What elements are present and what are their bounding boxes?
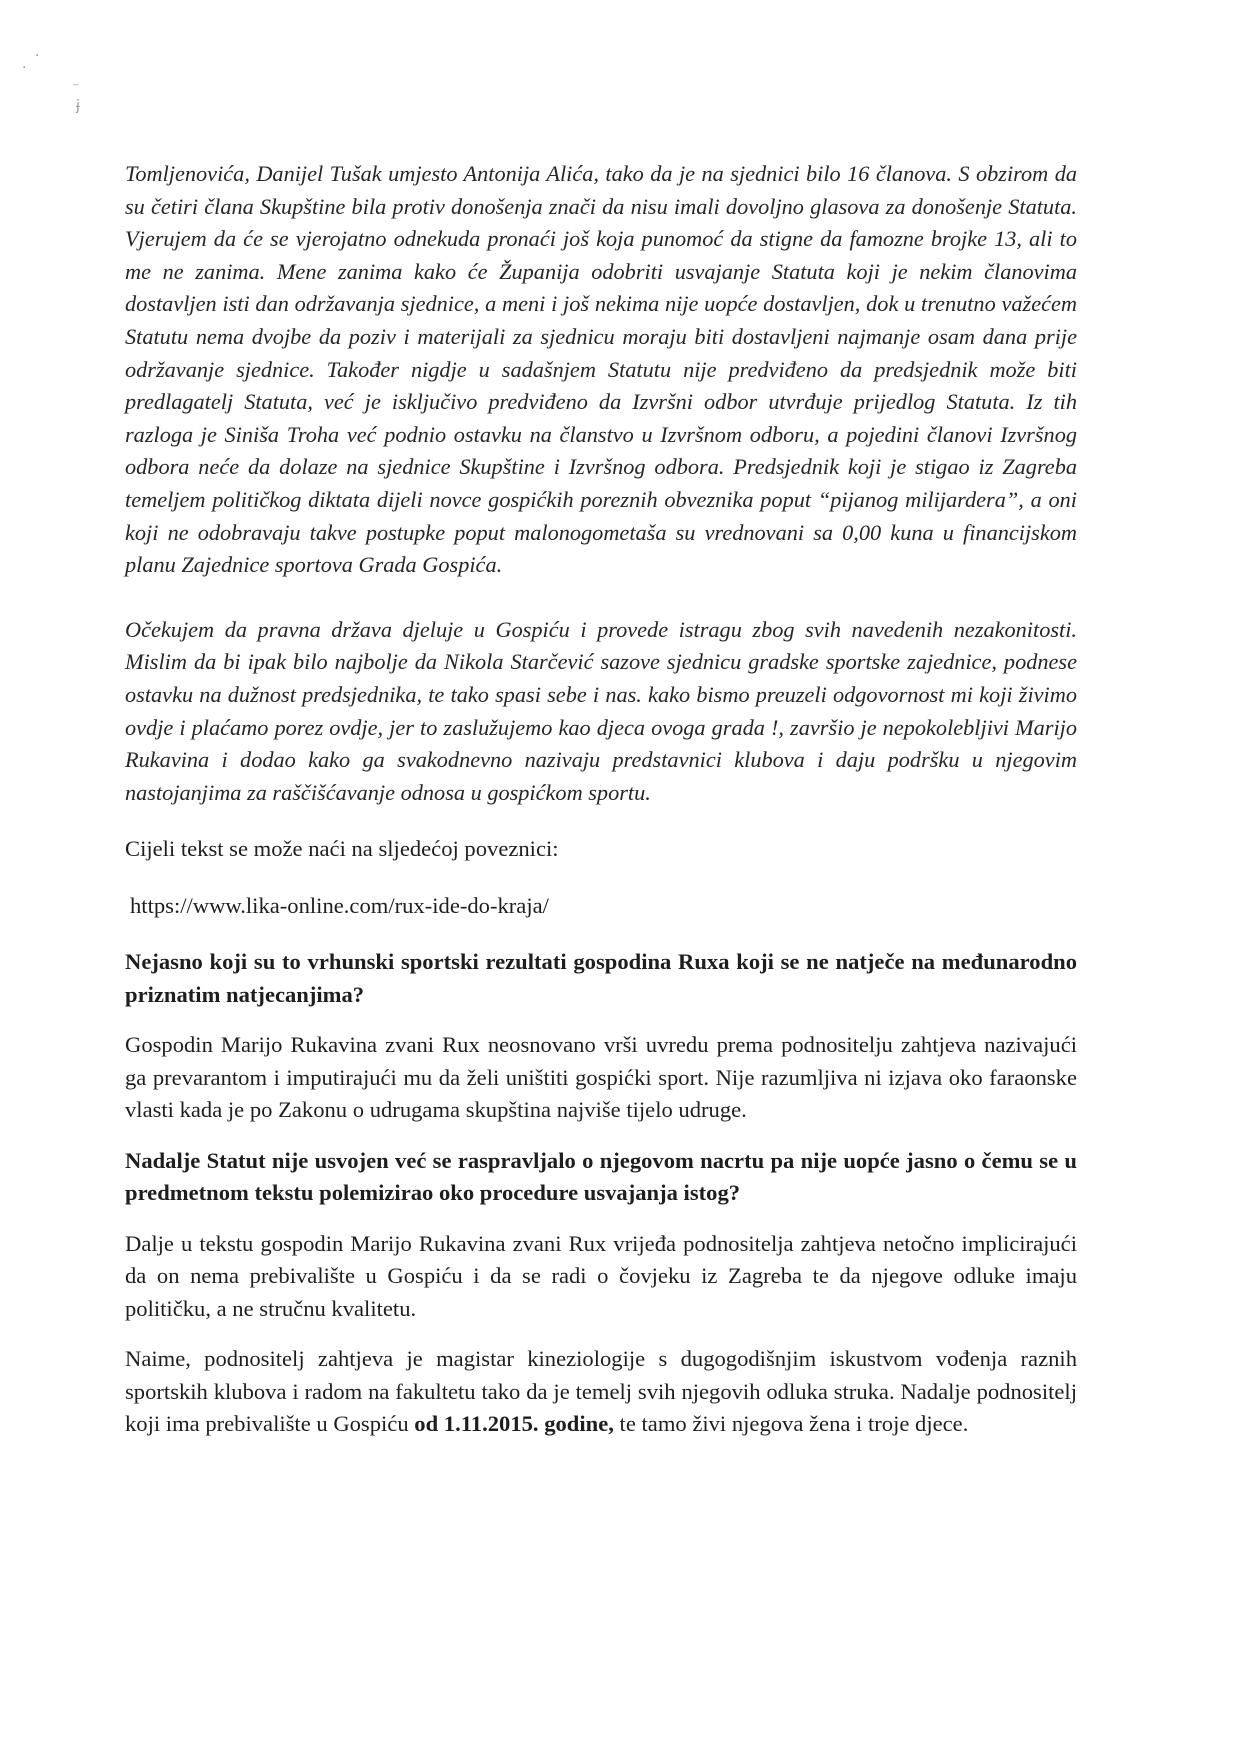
scan-artifact: · bbox=[22, 60, 27, 76]
paragraph-insult-claim: Gospodin Marijo Rukavina zvani Rux neosnovano vrši uvredu prema podnositelju zahtjeva nazivajući ga prevarantom i imputirajući mu da želi uništiti gospićki sport. Nije razumljiva ni izjava oko faraonske vlasti kada je po Zakonu o udrugama skupština najviše tijelo udruge. bbox=[125, 1032, 1077, 1123]
link-intro: Cijeli tekst se može naći na sljedećoj poveznici: bbox=[125, 836, 559, 862]
source-link[interactable]: https://www.lika-online.com/rux-ide-do-kraja/ bbox=[130, 892, 549, 918]
paragraph-residence-claim: Dalje u tekstu gospodin Marijo Rukavina zvani Rux vrijeđa podnositelja zahtjeva netočno implicirajući da on nema prebivalište u Gospiću i da se radi o čovjeku iz Zagreba te da njegove odluke imaju političku, a ne stručnu kvalitetu. bbox=[125, 1230, 1077, 1321]
scan-artifact: ⁻ bbox=[72, 80, 80, 96]
qualifications-text-before: Naime, podnositelj zahtjeva je magistar kineziologije s dugogodišnjim iskustvom vođenja raznih sportskih klubova i radom na fakultetu tako da je temelj svih njegovih odluka struka. Nadalje podnositelj koji ima prebivalište u Gospiću bbox=[125, 1346, 1077, 1437]
qualifications-text-after: te tamo živi njegova žena i troje djece. bbox=[613, 1411, 969, 1437]
quote-paragraph-1: Tomljenovića, Danijel Tušak umjesto Antonija Alića, tako da je na sjednici bilo 16 članova. S obzirom da su četiri člana Skupštine bila protiv donošenja znači da nisu imali dovoljno glasova za donošenje Statuta. Vjerujem da će se vjerojatno odnekuda pronaći još koja punomoć da stigne da famozne brojke 13, ali to me ne zanima. Mene zanima kako će Županija odobriti usvajanje Statuta koji je nekim članovima dostavljen isti dan održavanja sjednice, a meni i još nekima nije uopće dostavljen, dok u trenutno važećem Statutu nema dvojbe da poziv i materijali za sjednicu moraju biti dostavljeni najmanje osam dana prije održavanje sjednice. Također nigdje u sadašnjem Statutu nije predviđeno da predsjednik može biti predlagatelj Statuta, već je isključivo predviđeno da Izvršni odbor utvrđuje prijedlog Statuta. Iz tih razloga je Siniša Troha već podnio ostavku na članstvo u Izvršnom odboru, a pojedini članovi Izvršnog odbora neće da dolaze na sjednice Skupštine i Izvršnog odbora. Predsjednik koji je stigao iz Zagreba temeljem političkog diktata dijeli novce gospićkih poreznih obveznika poput “pijanog milijardera”, a oni koji ne odobravaju takve postupke poput malonogometaša su vrednovani sa 0,00 kuna u financijskom planu Zajednice sportova Grada Gospića. bbox=[125, 161, 1077, 578]
question-heading-2: Nadalje Statut nije usvojen već se raspravljalo o njegovom nacrtu pa nije uopće jasno o čemu se u predmetnom tekstu polemizirao oko procedure usvajanja istog? bbox=[125, 1147, 1077, 1206]
question-heading-1: Nejasno koji su to vrhunski sportski rezultati gospodina Ruxa koji se ne natječe na međunarodno priznatim natjecanjima? bbox=[125, 949, 1077, 1007]
document-body bbox=[125, 158, 1077, 1441]
scan-artifact: ɉ bbox=[76, 98, 80, 114]
paragraph-qualifications bbox=[125, 1343, 1077, 1441]
residence-date: od 1.11.2015. godine, bbox=[414, 1411, 614, 1437]
scan-artifact: · bbox=[35, 48, 40, 64]
quote-paragraph-2: Očekujem da pravna država djeluje u Gospiću i provede istragu zbog svih navedenih nezakonitosti. Mislim da bi ipak bilo najbolje da Nikola Starčević sazove sjednicu gradske sportske zajednice, podnese ostavku na dužnost predsjednika, te tako spasi sebe i nas. kako bismo preuzeli odgovornost mi koji živimo ovdje i plaćamo porez ovdje, jer to zaslužujemo kao djeca ovoga grada !, završio je nepokolebljivi Marijo Rukavina i dodao kako ga svakodnevno nazivaju predstavnici klubova i daju podršku u njegovim nastojanjima za raščišćavanje odnosa u gospićkom sportu. bbox=[125, 616, 1077, 805]
